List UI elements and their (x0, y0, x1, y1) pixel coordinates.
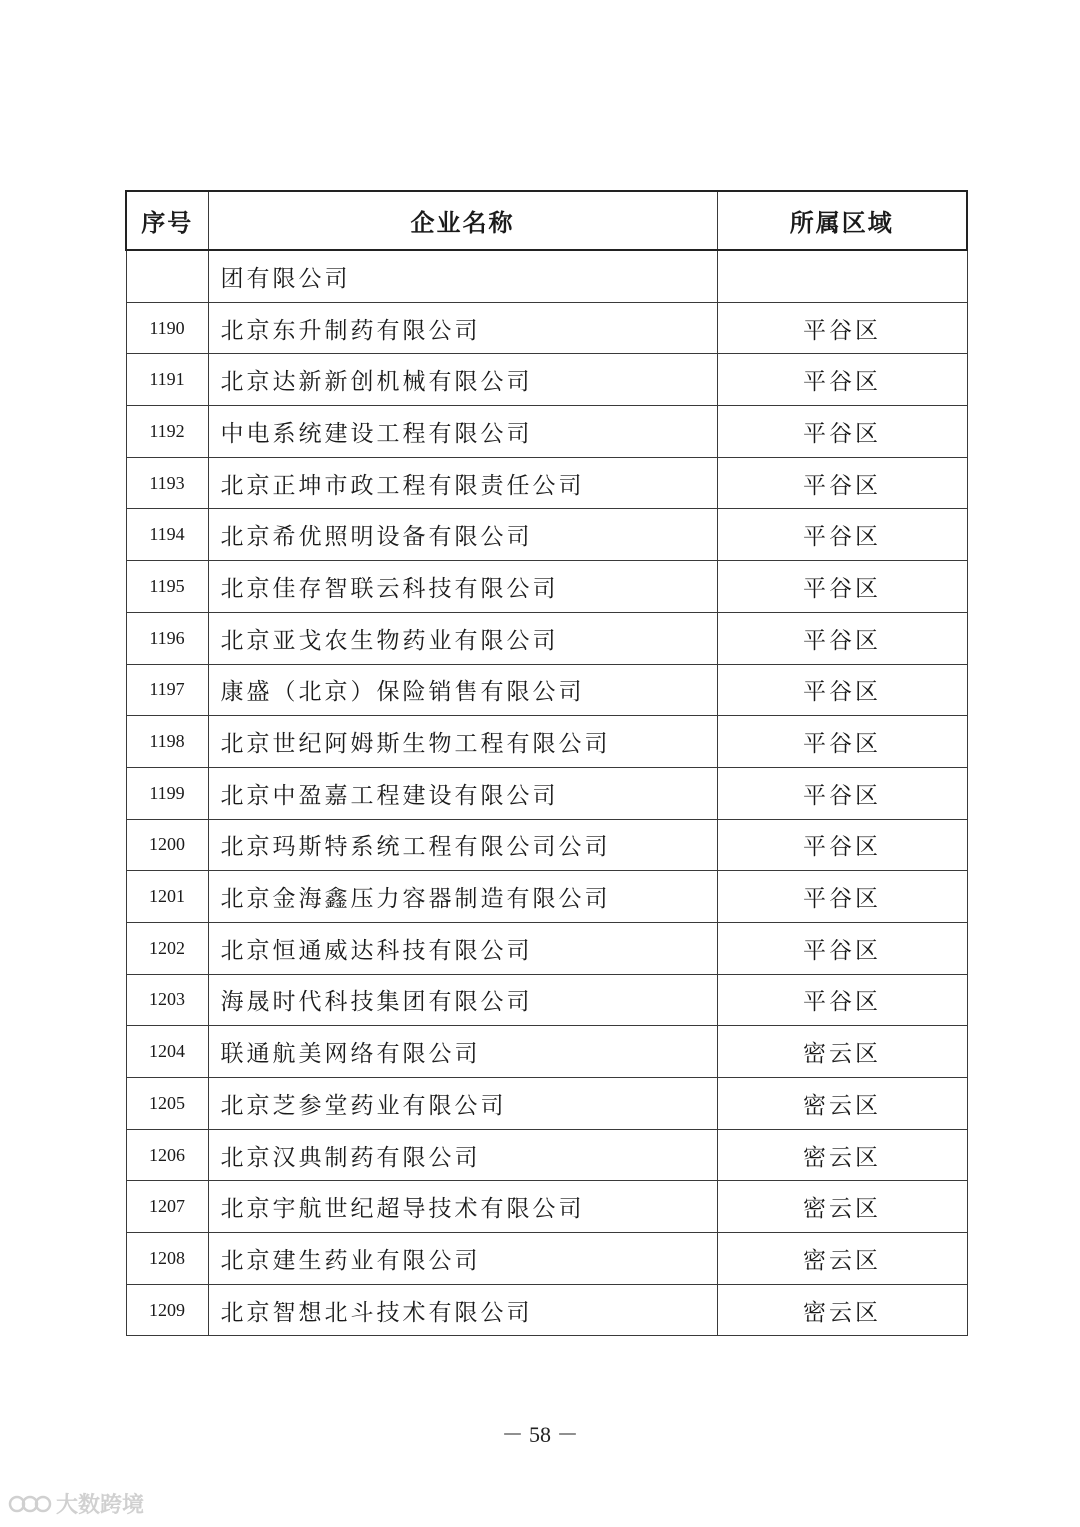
row-index: 1207 (126, 1181, 208, 1233)
row-index: 1196 (126, 612, 208, 664)
table-body (126, 250, 967, 1336)
row-region: 平谷区 (717, 716, 967, 768)
table-row (126, 871, 967, 923)
row-index: 1208 (126, 1233, 208, 1285)
table-row (126, 354, 967, 406)
row-region: 密云区 (717, 1078, 967, 1130)
row-region: 密云区 (717, 1233, 967, 1285)
row-region: 平谷区 (717, 767, 967, 819)
table-row (126, 922, 967, 974)
row-index: 1205 (126, 1078, 208, 1130)
row-region: 平谷区 (717, 974, 967, 1026)
table-row (126, 1284, 967, 1336)
row-index: 1200 (126, 819, 208, 871)
row-region: 平谷区 (717, 457, 967, 509)
row-index: 1201 (126, 871, 208, 923)
table-row (126, 767, 967, 819)
table-row (126, 974, 967, 1026)
table-row (126, 250, 967, 302)
table-header (126, 191, 967, 250)
row-region: 平谷区 (717, 354, 967, 406)
row-region: 平谷区 (717, 302, 967, 354)
row-region: 平谷区 (717, 509, 967, 561)
row-company-name: 北京亚戈农生物药业有限公司 (208, 612, 717, 664)
row-company-name: 团有限公司 (208, 250, 717, 302)
row-region: 密云区 (717, 1026, 967, 1078)
table-row (126, 819, 967, 871)
table-row (126, 1233, 967, 1285)
row-index: 1191 (126, 354, 208, 406)
row-index: 1204 (126, 1026, 208, 1078)
row-region: 平谷区 (717, 922, 967, 974)
row-company-name: 北京正坤市政工程有限责任公司 (208, 457, 717, 509)
row-company-name: 北京汉典制药有限公司 (208, 1129, 717, 1181)
row-index: 1193 (126, 457, 208, 509)
row-region (717, 250, 967, 302)
row-company-name: 北京金海鑫压力容器制造有限公司 (208, 871, 717, 923)
row-company-name: 北京宇航世纪超导技术有限公司 (208, 1181, 717, 1233)
row-company-name: 北京达新新创机械有限公司 (208, 354, 717, 406)
row-index: 1195 (126, 561, 208, 613)
row-company-name: 北京建生药业有限公司 (208, 1233, 717, 1285)
row-region: 平谷区 (717, 664, 967, 716)
table-row (126, 509, 967, 561)
row-region: 平谷区 (717, 406, 967, 458)
header-company: 企业名称 (208, 191, 717, 250)
row-region: 密云区 (717, 1181, 967, 1233)
row-company-name: 北京东升制药有限公司 (208, 302, 717, 354)
row-company-name: 康盛（北京）保险销售有限公司 (208, 664, 717, 716)
row-index: 1209 (126, 1284, 208, 1336)
table-row (126, 1026, 967, 1078)
table-row (126, 457, 967, 509)
row-region: 密云区 (717, 1129, 967, 1181)
table-row (126, 561, 967, 613)
row-company-name: 联通航美网络有限公司 (208, 1026, 717, 1078)
table-row (126, 1078, 967, 1130)
watermark-text: 大数跨境 (56, 1493, 145, 1518)
header-row (126, 191, 967, 250)
table-row (126, 1181, 967, 1233)
table-row (126, 612, 967, 664)
row-index: 1203 (126, 974, 208, 1026)
row-region: 平谷区 (717, 561, 967, 613)
row-region: 平谷区 (717, 819, 967, 871)
table-row (126, 406, 967, 458)
watermark-logo-icon (8, 1491, 52, 1517)
table-row (126, 302, 967, 354)
header-index: 序号 (126, 191, 208, 250)
row-index: 1194 (126, 509, 208, 561)
row-company-name: 北京佳存智联云科技有限公司 (208, 561, 717, 613)
row-index: 1198 (126, 716, 208, 768)
row-region: 密云区 (717, 1284, 967, 1336)
row-index: 1197 (126, 664, 208, 716)
row-company-name: 中电系统建设工程有限公司 (208, 406, 717, 458)
row-company-name: 北京希优照明设备有限公司 (208, 509, 717, 561)
row-company-name: 北京智想北斗技术有限公司 (208, 1284, 717, 1336)
row-index: 1202 (126, 922, 208, 974)
row-region: 平谷区 (717, 871, 967, 923)
row-company-name: 北京芝参堂药业有限公司 (208, 1078, 717, 1130)
row-company-name: 北京恒通威达科技有限公司 (208, 922, 717, 974)
table-row (126, 1129, 967, 1181)
header-region: 所属区域 (717, 191, 967, 250)
row-company-name: 北京中盈嘉工程建设有限公司 (208, 767, 717, 819)
row-index: 1190 (126, 302, 208, 354)
row-index (126, 250, 208, 302)
company-table-container (125, 190, 966, 1336)
row-index: 1206 (126, 1129, 208, 1181)
row-company-name: 北京玛斯特系统工程有限公司公司 (208, 819, 717, 871)
watermark (8, 1488, 144, 1519)
table-row (126, 664, 967, 716)
company-table (125, 190, 968, 1336)
row-region: 平谷区 (717, 612, 967, 664)
table-row (126, 716, 967, 768)
row-company-name: 北京世纪阿姆斯生物工程有限公司 (208, 716, 717, 768)
row-index: 1199 (126, 767, 208, 819)
page-number: － 58 － (501, 1422, 579, 1447)
row-company-name: 海晟时代科技集团有限公司 (208, 974, 717, 1026)
row-index: 1192 (126, 406, 208, 458)
